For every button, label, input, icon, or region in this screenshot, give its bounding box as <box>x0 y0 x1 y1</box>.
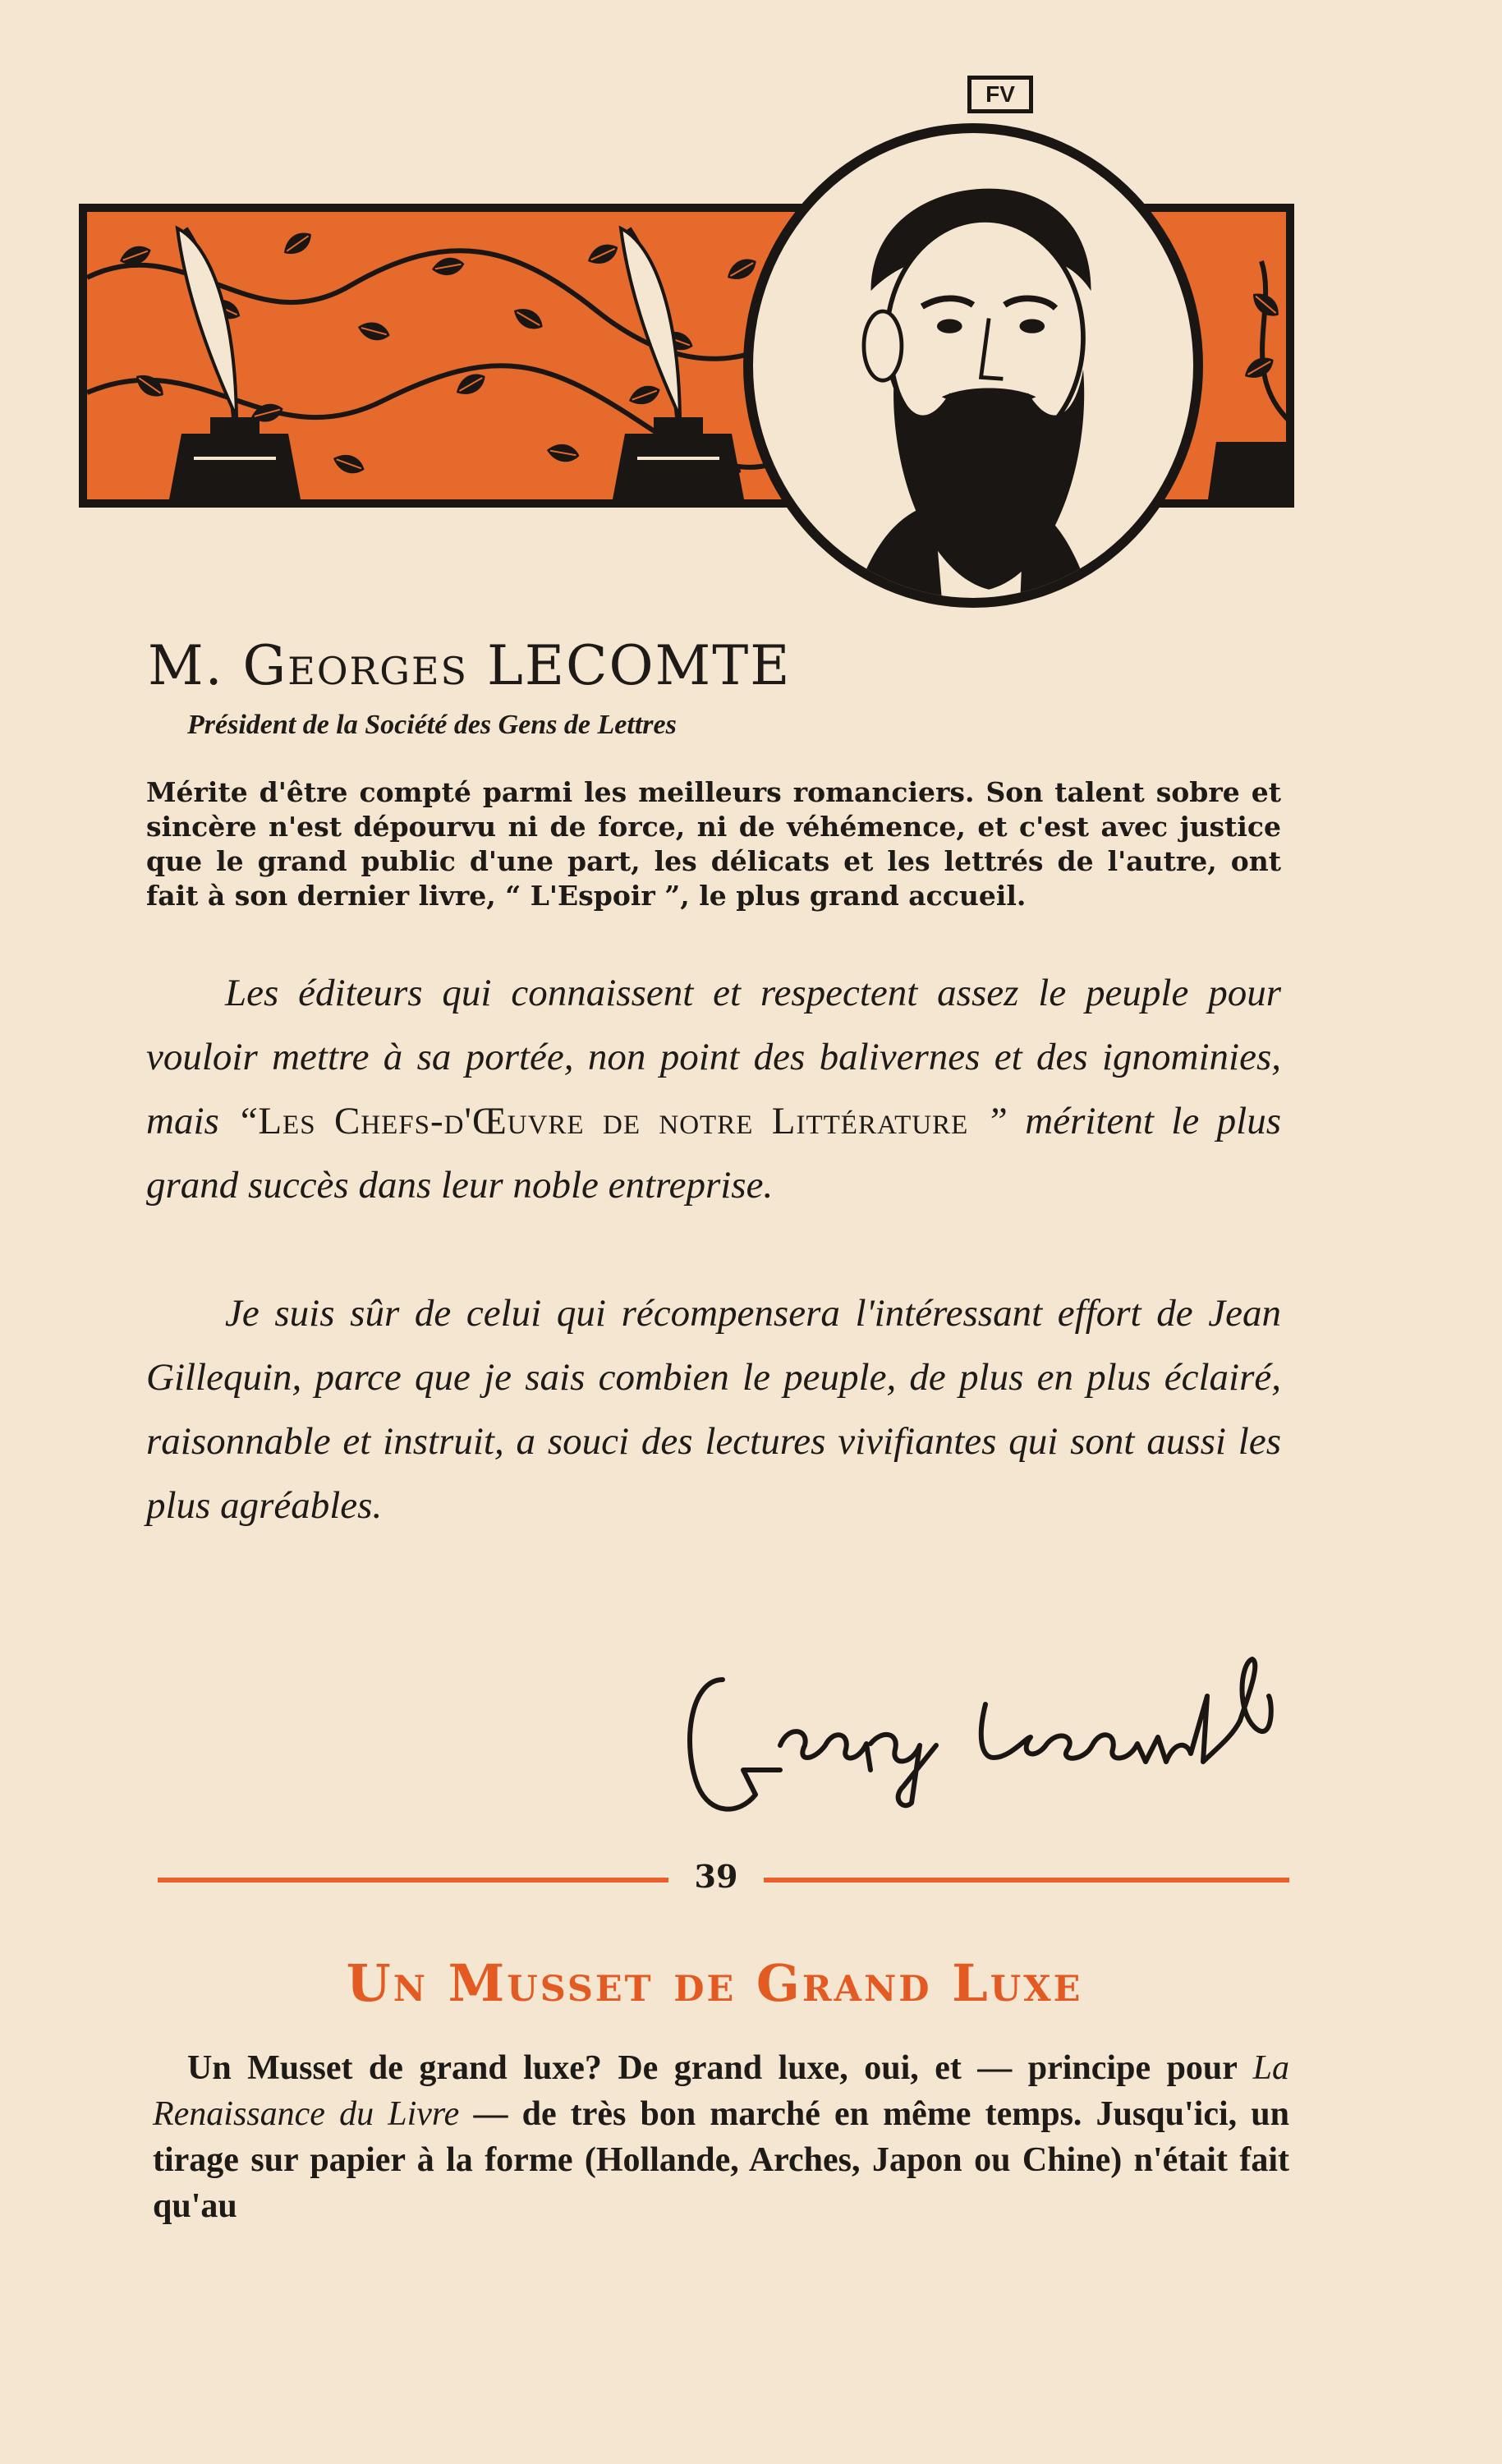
publisher-name: La Renaissance du Livre <box>153 2049 1289 2133</box>
author-title: Président de la Société des Gens de Lettres <box>187 710 677 740</box>
body-text: — de très bon marché en même temps. Jusqu'ici, un tirage sur papier à la forme (Hollande, Arches, Japon ou Chine) n'était fait qu'au <box>153 2095 1289 2225</box>
section-title: Un Musset de Grand Luxe <box>346 1953 1083 2013</box>
quote-paragraph-1 <box>146 961 1281 1217</box>
portrait-illustration <box>743 123 1203 608</box>
divider-left <box>158 1878 668 1882</box>
name-prefix: M. <box>148 634 243 697</box>
name-first: Georges <box>242 634 469 697</box>
series-title: Les Chefs-d'Œuvre de notre Littérature <box>258 1100 969 1142</box>
quote-text: ” méritent le plus grand succès dans leur noble entreprise. <box>146 1100 1281 1207</box>
page-number: 39 <box>694 1858 738 1895</box>
signature <box>665 1647 1289 1836</box>
handwritten-signature <box>665 1647 1289 1836</box>
name-last: LECOMTE <box>487 634 792 697</box>
section-body <box>153 2045 1289 2229</box>
inkwell-icon <box>613 228 744 499</box>
inkwell-icon <box>169 228 301 499</box>
portrait-drawing <box>753 133 1193 598</box>
intro-paragraph: Mérite d'être compté parmi les meilleurs romanciers. Son talent sobre et sincère n'est dépourvu ni de force, ni de véhémence, et c'est avec justice que le grand public d'une part, les délicats et les lettrés de l'autre, ont fait à son dernier livre, “ L'Espoir ”, le plus grand accueil. <box>146 776 1281 912</box>
artist-monogram: FV <box>967 76 1033 113</box>
quote-text: Les éditeurs qui connaissent et respectent assez le peuple pour vouloir mettre à sa portée, non point des balivernes et des ignominies, mais “ <box>146 972 1281 1142</box>
divider-right <box>764 1878 1289 1882</box>
author-name <box>148 634 1133 697</box>
body-text: Un Musset de grand luxe? De grand luxe, oui, et — principe pour <box>187 2049 1253 2087</box>
quote-paragraph-2: Je suis sûr de celui qui récompensera l'intéressant effort de Jean Gillequin, parce que je sais combien le peuple, de plus en plus éclairé, raisonnable et instruit, a souci des lectures vivifiantes qui sont aussi les plus agréables. <box>146 1292 1281 1527</box>
